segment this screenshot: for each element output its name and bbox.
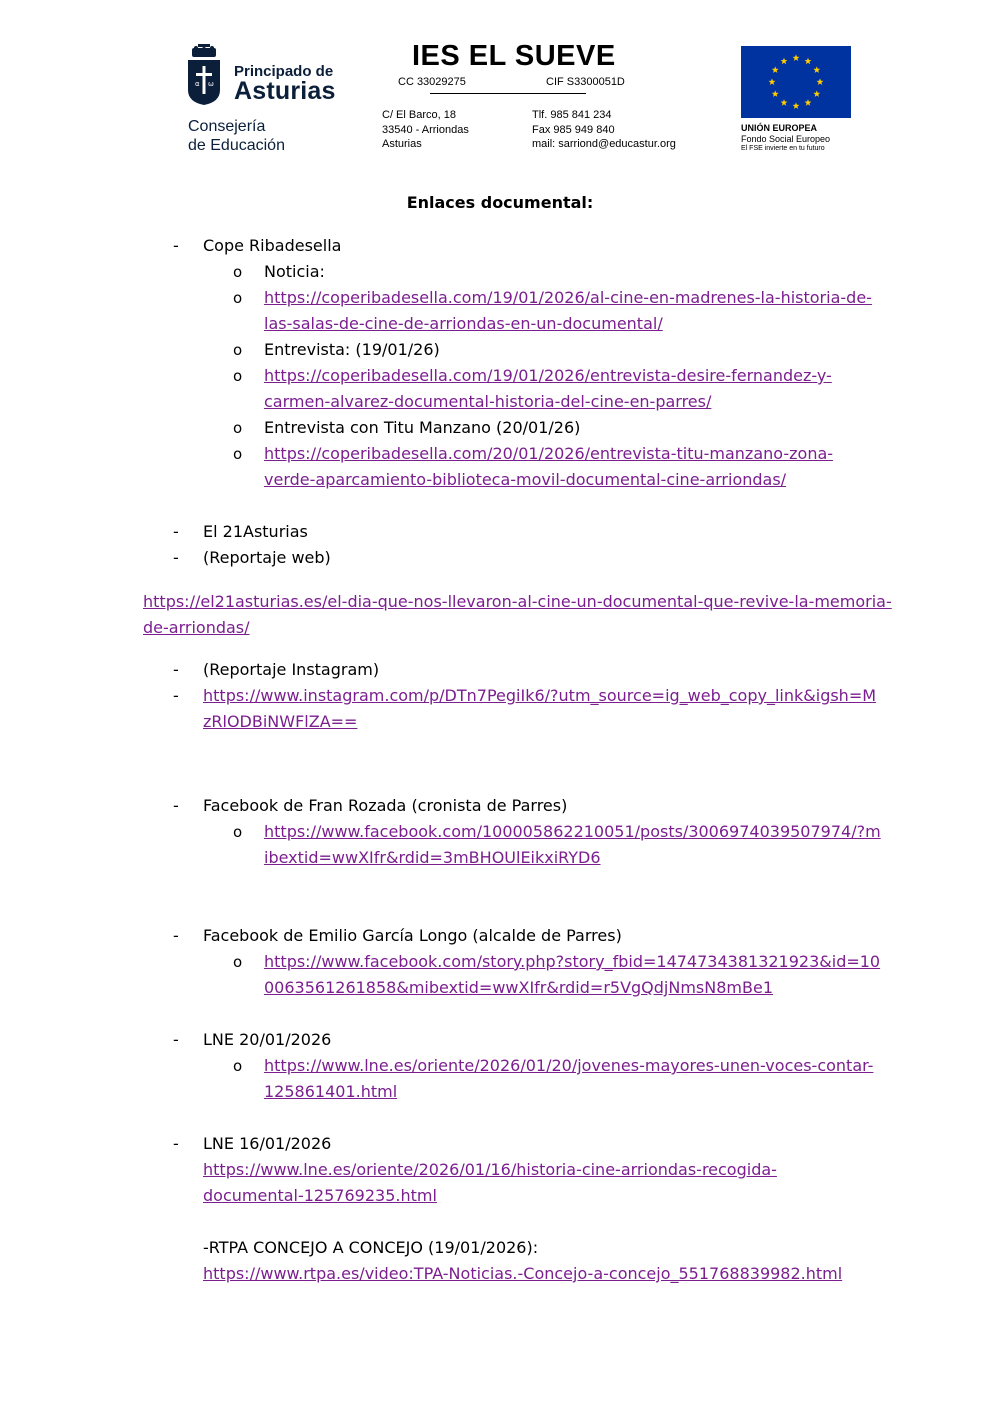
school-cc: CC 33029275 [398,76,466,88]
header-divider [430,93,586,94]
cope-titu-link[interactable]: https://coperibadesella.com/20/01/2026/entrevista-titu-manzano-zona- [264,444,834,463]
emilio-link-cont[interactable]: 0063561261858&mibextid=wwXIfr&rdid=r5VgQdjNmsN8mBe1 [264,978,773,997]
cope-entrevista-label: Entrevista: (19/01/26) [264,340,440,359]
el21-ig-label: (Reportaje Instagram) [203,660,380,679]
address-line: Asturias [382,138,422,150]
el21-web-link-cont[interactable]: de-arriondas/ [143,618,250,637]
list-dash: - [173,548,179,567]
cope-noticia-link-cont[interactable]: las-salas-de-cine-de-arriondas-en-un-documental/ [264,314,663,333]
list-bullet: o [233,1057,243,1075]
eu-fund: Fondo Social Europeo [741,134,831,144]
consejeria-line1: Consejería [188,118,266,135]
item-el21asturias: El 21Asturias [203,522,308,541]
el21-web-link[interactable]: https://el21asturias.es/el-dia-que-nos-llevaron-al-cine-un-documental-que-revive-la-memoria- [143,592,892,611]
consejeria-line2: de Educación [188,137,285,154]
el21-ig-link-cont[interactable]: zRlODBiNWFlZA== [203,712,358,731]
phone-line: Tlf. 985 841 234 [532,109,612,121]
list-bullet: o [233,263,243,281]
item-lne-20: LNE 20/01/2026 [203,1030,332,1049]
list-dash: - [173,926,179,945]
list-dash: - [173,660,179,679]
school-contact [532,108,676,152]
el21-ig-link[interactable]: https://www.instagram.com/p/DTn7PegiIk6/?utm_source=ig_web_copy_link&igsh=M [203,686,877,705]
list-bullet: o [233,419,243,437]
item-emilio-garcia: Facebook de Emilio García Longo (alcalde de Parres) [203,926,622,945]
document-title: Enlaces documental: [406,193,594,212]
fran-link[interactable]: https://www.facebook.com/100005862210051/posts/3006974039507974/?m [264,822,881,841]
cope-titu-label: Entrevista con Titu Manzano (20/01/26) [264,418,581,437]
asturias-name-line1: Principado de [234,63,334,80]
school-cif: CIF S3300051D [546,76,625,88]
cope-noticia-label: Noticia: [264,262,325,281]
list-dash: - [173,1030,179,1049]
fax-line: Fax 985 949 840 [532,123,615,136]
list-dash: - [173,1134,179,1153]
eu-slogan: El FSE invierte en tu futuro [741,145,825,152]
email-line: mail: sarriond@educastur.org [532,138,676,150]
rtpa-link[interactable]: https://www.rtpa.es/video:TPA-Noticias.-Concejo-a-concejo_551768839982.html [203,1264,843,1283]
fran-link-cont[interactable]: ibextid=wwXIfr&rdid=3mBHOUlEikxiRYD6 [264,848,601,867]
eu-logo-block [741,46,861,166]
asturias-shield-icon [186,44,222,106]
eu-name: UNIÓN EUROPEA [741,123,818,133]
list-bullet: o [233,367,243,385]
svg-text:α: α [195,80,200,88]
eu-flag-icon [741,46,851,118]
address-line: C/ El Barco, 18 [382,109,456,121]
school-name: IES EL SUEVE [412,40,616,72]
lne1-link-cont[interactable]: 125861401.html [264,1082,398,1101]
list-dash: - [173,796,179,815]
list-dash: - [173,236,179,255]
cope-entrevista-link[interactable]: https://coperibadesella.com/19/01/2026/entrevista-desire-fernandez-y- [264,366,832,385]
item-cope-ribadesella: Cope Ribadesella [203,236,342,255]
list-dash: - [173,686,179,705]
item-fran-rozada: Facebook de Fran Rozada (cronista de Parres) [203,796,568,815]
svg-text:ω: ω [208,80,214,88]
list-dash: - [173,522,179,541]
list-bullet: o [233,289,243,307]
list-bullet: o [233,823,243,841]
cope-titu-link-cont[interactable]: verde-aparcamiento-biblioteca-movil-documental-cine-arriondas/ [264,470,787,489]
lne1-link[interactable]: https://www.lne.es/oriente/2026/01/20/jovenes-mayores-unen-voces-contar- [264,1056,874,1075]
lne2-link[interactable]: https://www.lne.es/oriente/2026/01/16/historia-cine-arriondas-recogida- [203,1160,777,1179]
lne2-link-cont[interactable]: documental-125769235.html [203,1186,437,1205]
asturias-logo-block [186,44,356,164]
asturias-name-line2: Asturias [234,77,336,105]
list-bullet: o [233,953,243,971]
emilio-link[interactable]: https://www.facebook.com/story.php?story_fbid=1474734381321923&id=10 [264,952,881,971]
address-line: 33540 - Arriondas [382,123,469,136]
item-lne-16: LNE 16/01/2026 [203,1134,332,1153]
school-address [382,108,469,152]
cope-noticia-link[interactable]: https://coperibadesella.com/19/01/2026/al-cine-en-madrenes-la-historia-de- [264,288,872,307]
cope-entrevista-link-cont[interactable]: carmen-alvarez-documental-historia-del-cine-en-parres/ [264,392,712,411]
item-rtpa: -RTPA CONCEJO A CONCEJO (19/01/2026): [203,1238,539,1257]
school-header [382,40,702,160]
list-bullet: o [233,445,243,463]
list-bullet: o [233,341,243,359]
el21-web-label: (Reportaje web) [203,548,331,567]
